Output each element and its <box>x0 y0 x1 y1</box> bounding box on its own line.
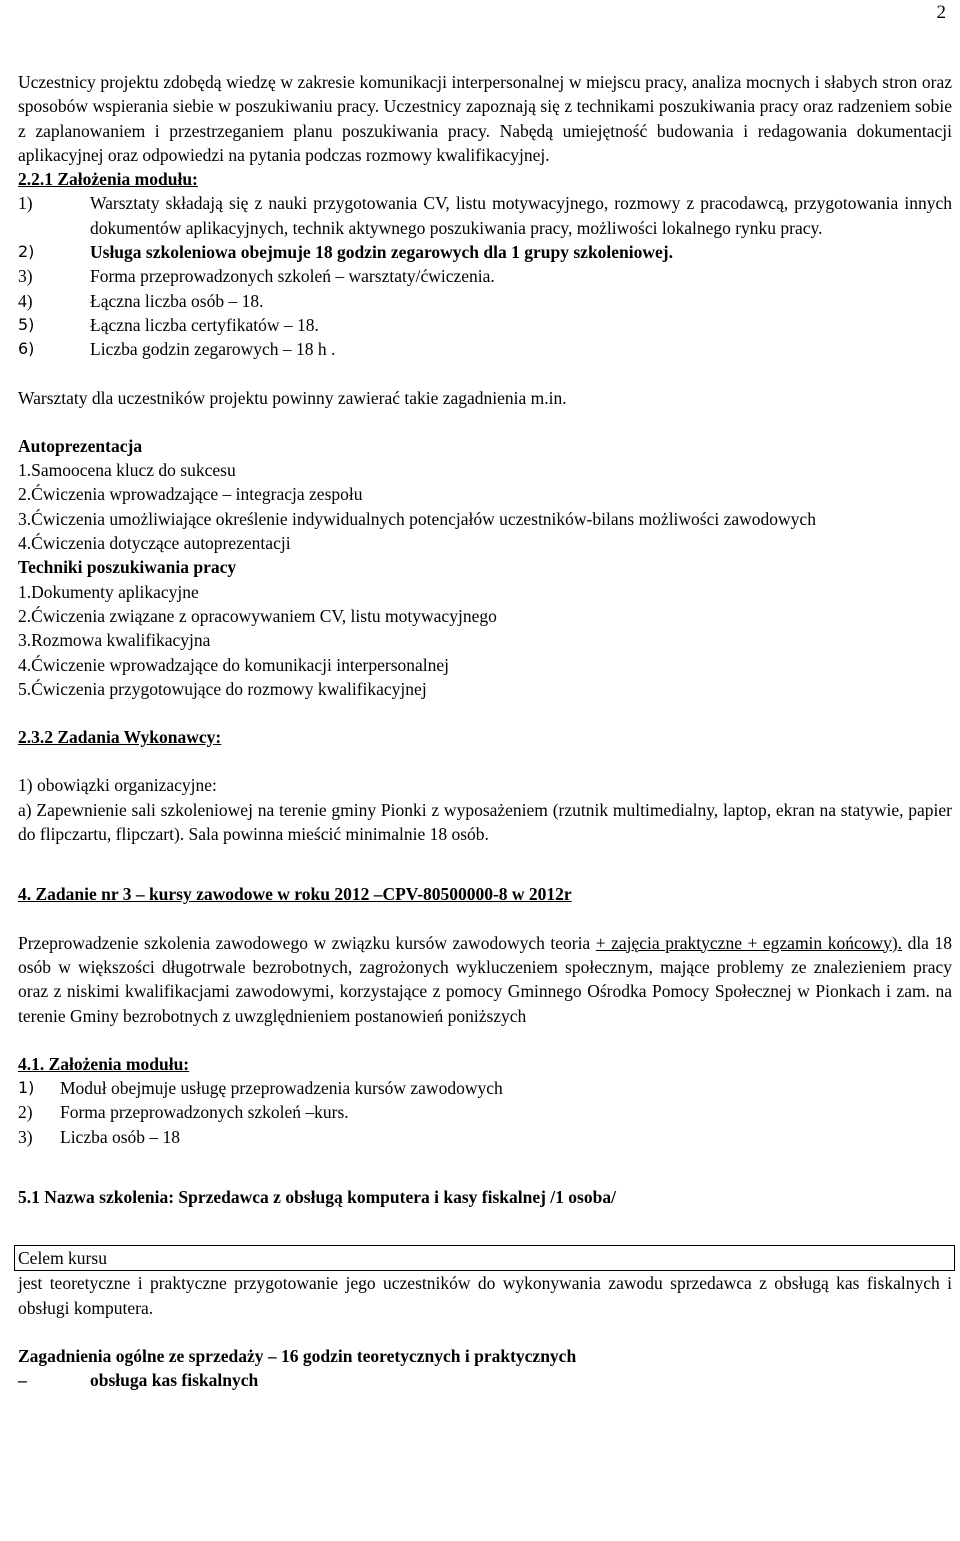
list-item <box>18 337 952 361</box>
section-232-sub: 1) obowiązki organizacyjne: <box>18 775 217 796</box>
list-number: 2) <box>18 242 35 262</box>
section-221-list <box>18 191 952 361</box>
list-text: Moduł obejmuje usługę przeprowadzenia kursów zawodowych <box>60 1078 503 1099</box>
list-item: 3.Ćwiczenia umożliwiające określenie indywidualnych potencjałów uczestników-bilans możliwości zawodowych <box>18 508 816 529</box>
list-item <box>18 264 952 288</box>
section-51-heading: 5.1 Nazwa szkolenia: Sprzedawca z obsługą komputera i kasy fiskalnej /1 osoba/ <box>18 1186 616 1207</box>
list-number: 1) <box>18 1078 35 1098</box>
techniki-heading: Techniki poszukiwania pracy <box>18 557 237 578</box>
list-item <box>18 1125 952 1149</box>
list-text: Łączna liczba osób – 18. <box>90 290 264 311</box>
cel-kursu-text: jest teoretyczne i praktyczne przygotowanie jego uczestników do wykonywania zawodu sprzedawca z obsługą kas fiskalnych i obsługi komputera. <box>18 1273 952 1318</box>
list-item <box>18 1368 952 1392</box>
list-number: 3) <box>18 1126 33 1147</box>
list-item: 1.Dokumenty aplikacyjne <box>18 581 199 602</box>
section-41-list <box>18 1076 952 1149</box>
section-4-heading: 4. Zadanie nr 3 – kursy zawodowe w roku 2012 –CPV-80500000-8 w 2012r <box>18 884 572 905</box>
list-item: 4.Ćwiczenia dotyczące autoprezentacji <box>18 533 291 554</box>
section-221-heading: 2.2.1 Założenia modułu: <box>18 169 198 190</box>
list-item: 1.Samoocena klucz do sukcesu <box>18 460 236 481</box>
list-item <box>18 1076 952 1100</box>
list-number: 6) <box>18 339 35 359</box>
intro-paragraph: Uczestnicy projektu zdobędą wiedzę w zakresie komunikacji interpersonalnej w miejscu pracy, analiza mocnych i słabych stron oraz sposobów wspierania siebie w poszukiwaniu pracy. Uczestnicy zapoznają się z technikami poszukiwania pracy oraz radzeniem sobie z zaplanowaniem i przestrzeganiem planu poszukiwania pracy. Nabędą umiejętność budowania i redagowania dokumentacji aplikacyjnej oraz odpowiedzi na pytania podczas rozmowy kwalifikacyjnej. <box>18 72 952 165</box>
zagadnienia-heading: Zagadnienia ogólne ze sprzedaży – 16 godzin teoretycznych i praktycznych <box>18 1345 577 1366</box>
list-item <box>18 313 952 337</box>
section-41-heading: 4.1. Założenia modułu: <box>18 1053 190 1074</box>
list-item <box>18 289 952 313</box>
section-232-text: a) Zapewnienie sali szkoleniowej na terenie gminy Pionki z wyposażeniem (rzutnik multimedialny, laptop, ekran na statywie, papier do flipczartu, flipczart). Sala powinna mieścić minimalnie 18 osób. <box>18 799 952 845</box>
list-item <box>18 191 952 240</box>
autoprezentacja-heading: Autoprezentacja <box>18 435 143 456</box>
cel-kursu-label: Celem kursu <box>18 1248 107 1269</box>
list-item: 5.Ćwiczenia przygotowujące do rozmowy kwalifikacyjnej <box>18 678 427 699</box>
workshops-intro: Warsztaty dla uczestników projektu powinny zawierać takie zagadnienia m.in. <box>18 387 567 408</box>
list-item <box>18 240 952 264</box>
list-text: Warsztaty składają się z nauki przygotowania CV, listu motywacyjnego, rozmowy z pracodawcą, przygotowania innych dokumentów aplikacyjnych, technik aktywnego poszukiwania pracy, możliwości lokalnego rynku pracy. <box>90 193 952 238</box>
list-text: Forma przeprowadzonych szkoleń – warsztaty/ćwiczenia. <box>90 266 495 287</box>
list-text: obsługa kas fiskalnych <box>90 1370 259 1391</box>
section-232-heading: 2.3.2 Zadania Wykonawcy: <box>18 727 222 748</box>
list-number: 2) <box>18 1102 33 1123</box>
cel-kursu-box <box>14 1245 955 1271</box>
section-4-text-underlined: + zajęcia praktyczne + egzamin końcowy). <box>595 932 903 953</box>
list-text: Usługa szkoleniowa obejmuje 18 godzin zegarowych dla 1 grupy szkoleniowej. <box>90 242 674 263</box>
list-item: 2.Ćwiczenia związane z opracowywaniem CV, listu motywacyjnego <box>18 605 497 626</box>
dash-bullet: – <box>18 1370 27 1391</box>
list-number: 5) <box>18 314 35 334</box>
list-number: 4) <box>18 290 33 311</box>
list-text: Forma przeprowadzonych szkoleń –kurs. <box>60 1102 349 1123</box>
document-body <box>18 70 952 1392</box>
section-4-text-a: Przeprowadzenie szkolenia zawodowego w związku kursów zawodowych teoria <box>18 932 596 953</box>
section-4-paragraph <box>18 931 952 1028</box>
list-number: 3) <box>18 266 33 287</box>
page-number: 2 <box>936 2 946 23</box>
list-item: 4.Ćwiczenie wprowadzające do komunikacji interpersonalnej <box>18 654 450 675</box>
list-text: Liczba godzin zegarowych – 18 h . <box>90 339 336 360</box>
list-item: 3.Rozmowa kwalifikacyjna <box>18 630 211 651</box>
section-4-text-b: dla 18 osób w większości długotrwale bezrobotnych, zagrożonych wykluczeniem społecznym, mające problemy ze znalezieniem pracy oraz z niskimi kwalifikacjami zawodowymi, korzystające z pomocy Gminnego Ośrodka Pomocy Społecznej w Pionkach i zam. na terenie Gminy bezrobotnych z uwzględnieniem postanowień poniższych <box>18 932 952 1026</box>
list-number: 1) <box>18 193 33 214</box>
list-text: Liczba osób – 18 <box>60 1126 181 1147</box>
list-item: 2.Ćwiczenia wprowadzające – integracja zespołu <box>18 484 363 505</box>
list-text: Łączna liczba certyfikatów – 18. <box>90 314 319 335</box>
list-item <box>18 1100 952 1124</box>
